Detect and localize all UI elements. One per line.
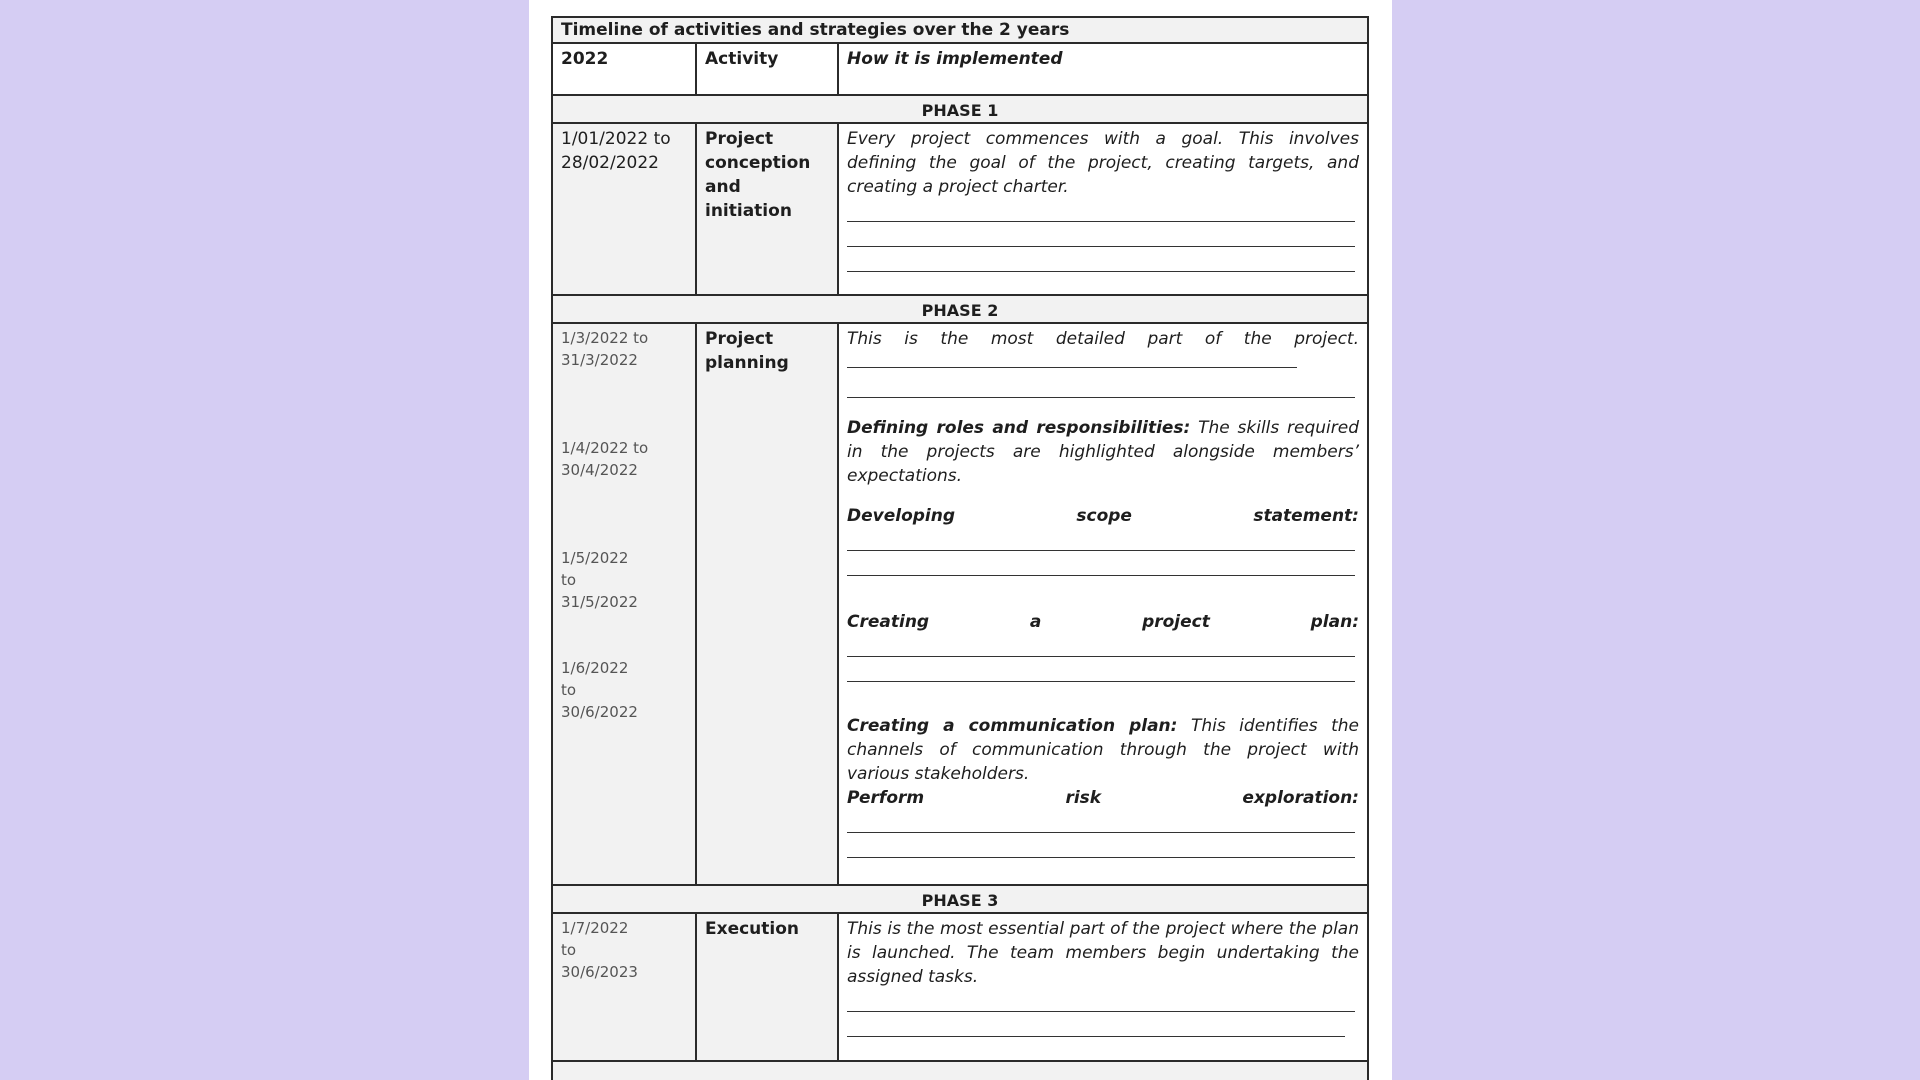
phase2-activity: Project planning	[697, 324, 839, 884]
blank-line[interactable]	[847, 249, 1355, 272]
phase2-date-2: 1/4/2022 to 30/4/2022	[561, 439, 649, 479]
blank-line[interactable]	[847, 553, 1355, 576]
roles-lead: Defining roles and responsibilities:	[847, 418, 1191, 438]
blank-line[interactable]	[847, 375, 1355, 398]
scope-heading	[847, 504, 1359, 528]
phase1-label: PHASE 1	[553, 96, 1367, 122]
timeline-table	[551, 16, 1369, 1080]
plan-word: plan:	[1310, 612, 1359, 632]
phase1-row	[553, 124, 1367, 296]
phase3-date: 1/7/2022 to 30/6/2023	[561, 919, 638, 981]
phase2-description	[839, 324, 1367, 884]
phase2-date-4: 1/6/2022 to 30/6/2022	[561, 659, 638, 721]
next-row-partial	[553, 1062, 1367, 1080]
phase2-label: PHASE 2	[553, 296, 1367, 322]
phase3-label: PHASE 3	[553, 886, 1367, 912]
blank-line[interactable]	[847, 199, 1355, 222]
comm-text: This identifies the channels of communication through the project with various stakeholders.	[847, 716, 1360, 784]
plan-word: a	[1029, 612, 1042, 632]
phase2-intro	[847, 327, 1359, 375]
phase3-dates	[553, 914, 697, 1060]
phase1-activity: Project conception and initiation	[697, 124, 839, 294]
blank-line[interactable]	[847, 810, 1355, 833]
phase2-row	[553, 324, 1367, 886]
phase2-intro-text: This is the most detailed part of the project.	[847, 329, 1359, 349]
header-activity: Activity	[697, 44, 839, 94]
header-how: How it is implemented	[839, 44, 1367, 94]
risk-word: Perform	[847, 788, 925, 808]
risk-word: risk	[1065, 788, 1102, 808]
scope-word: Developing	[847, 506, 956, 526]
blank-line[interactable]	[847, 351, 1297, 368]
risk-word: exploration:	[1242, 788, 1359, 808]
phase1-description	[839, 124, 1367, 294]
risk-heading	[847, 786, 1359, 810]
blank-line[interactable]	[847, 634, 1355, 657]
blank-line[interactable]	[847, 835, 1355, 858]
phase1-label-row	[553, 96, 1367, 124]
phase2-label-row	[553, 296, 1367, 324]
blank-line[interactable]	[847, 1014, 1345, 1037]
plan-word: Creating	[847, 612, 930, 632]
phase3-row	[553, 914, 1367, 1062]
scope-word: scope	[1076, 506, 1132, 526]
comm-lead: Creating a communication plan:	[847, 716, 1178, 736]
phase3-label-row	[553, 886, 1367, 914]
blank-line[interactable]	[847, 224, 1355, 247]
header-year: 2022	[553, 44, 697, 94]
blank-line[interactable]	[847, 528, 1355, 551]
phase3-activity: Execution	[697, 914, 839, 1060]
blank-line[interactable]	[847, 989, 1355, 1012]
document-page	[529, 0, 1392, 1080]
header-row	[553, 44, 1367, 96]
phase1-dates: 1/01/2022 to 28/02/2022	[553, 124, 697, 294]
table-title-row	[553, 18, 1367, 44]
phase2-date-3: 1/5/2022 to 31/5/2022	[561, 549, 638, 611]
plan-word: project	[1142, 612, 1210, 632]
phase2-dates	[553, 324, 697, 884]
phase3-description	[839, 914, 1367, 1060]
phase3-text: This is the most essential part of the project where the plan is launched. The team members begin undertaking the assigned tasks.	[847, 919, 1359, 987]
scope-word: statement:	[1253, 506, 1359, 526]
table-title: Timeline of activities and strategies over the 2 years	[553, 18, 1367, 42]
phase2-date-1: 1/3/2022 to 31/3/2022	[561, 329, 649, 369]
blank-line[interactable]	[847, 659, 1355, 682]
roles-paragraph	[847, 416, 1359, 488]
plan-heading	[847, 610, 1359, 634]
roles-text: The skills required in the projects are highlighted alongside members’ expectations.	[847, 418, 1359, 486]
phase1-text: Every project commences with a goal. This involves defining the goal of the project, creating targets, and creating a project charter.	[847, 129, 1359, 197]
comm-paragraph	[847, 714, 1359, 786]
